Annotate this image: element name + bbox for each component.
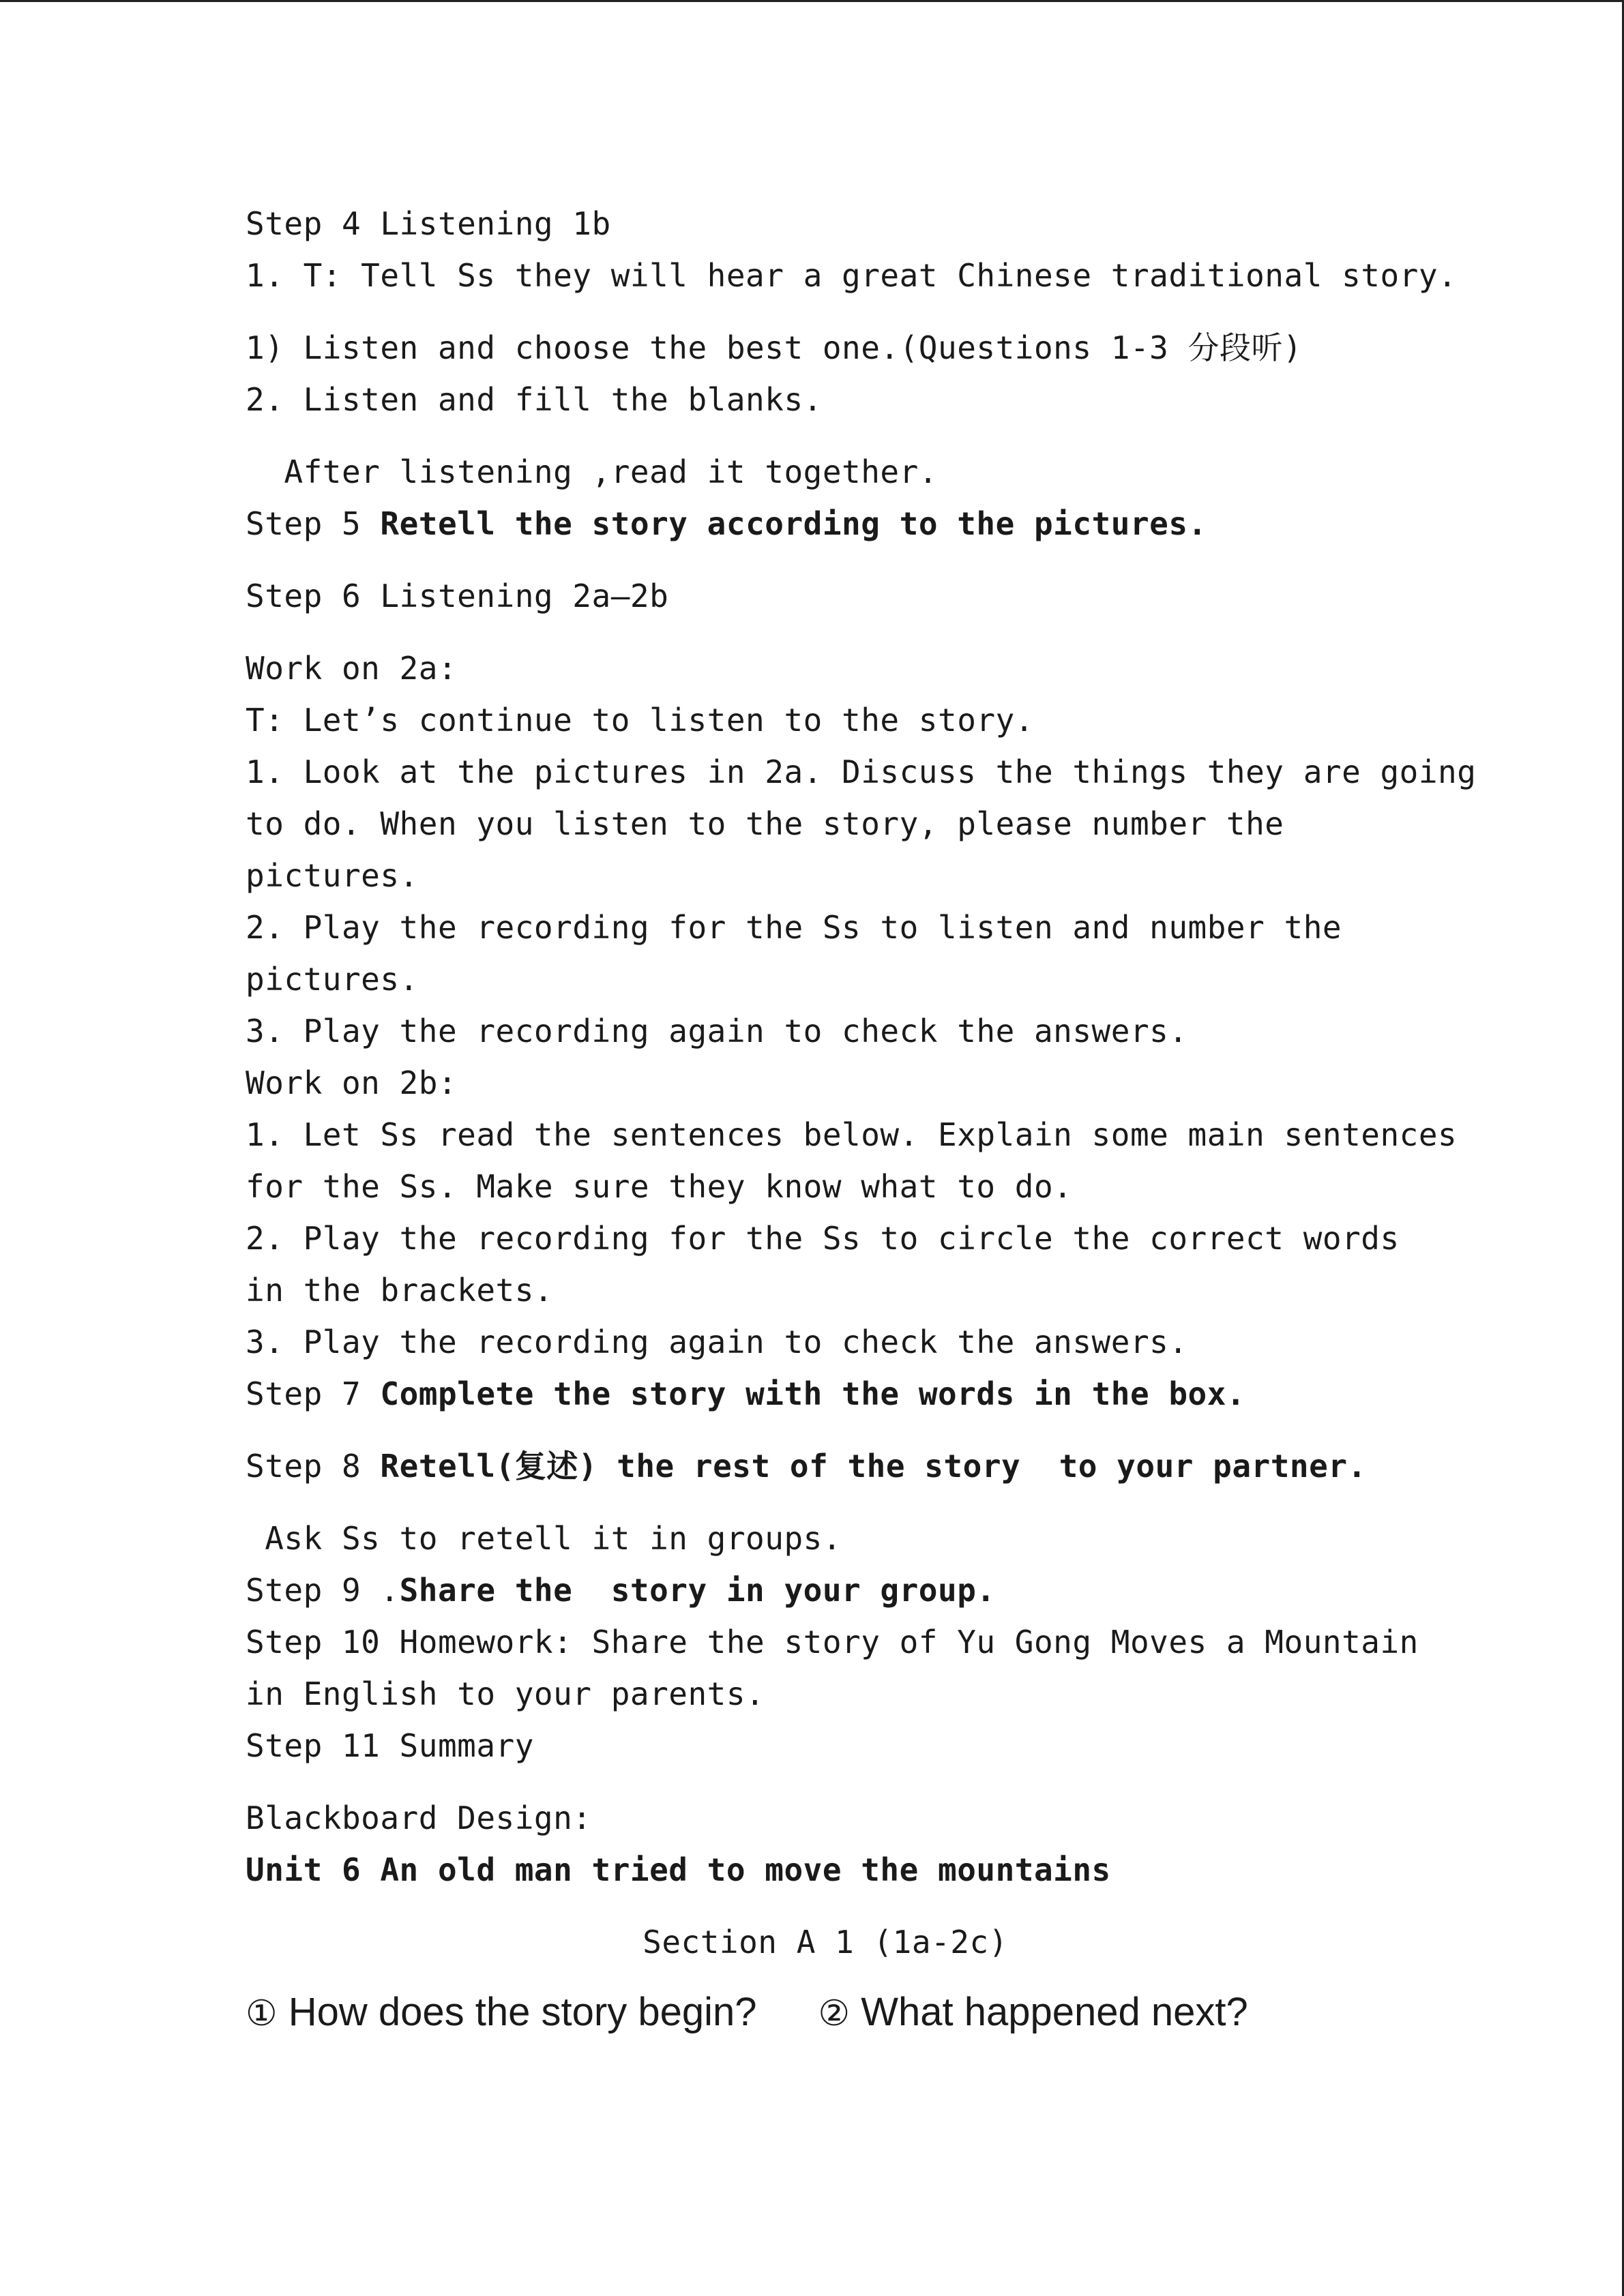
work-on-2a-item-1-line-1: 1. Look at the pictures in 2a. Discuss the things they are going [246, 754, 1477, 790]
unit-title: Unit 6 An old man tried to move the mountains [246, 1851, 1111, 1888]
work-on-2a-item-2-line-1: 2. Play the recording for the Ss to listen and number the [246, 909, 1342, 946]
question-1-text: How does the story begin? [288, 1990, 757, 2034]
work-on-2a-heading: Work on 2a: [246, 650, 458, 687]
step-6-heading: Step 6 Listening 2a—2b [246, 578, 669, 614]
step-9-line [246, 1564, 1405, 1616]
work-on-2a-item-3: 3. Play the recording again to check the answers. [246, 1013, 1188, 1049]
step-4-after-listening: After listening ,read it together. [246, 453, 938, 490]
work-on-2b-item-3: 3. Play the recording again to check the answers. [246, 1324, 1188, 1360]
work-on-2a-item-2-line-2: pictures. [246, 961, 419, 998]
step-7-task: Complete the story with the words in the box. [380, 1375, 1246, 1412]
work-on-2b-item-2-line-2: in the brackets. [246, 1272, 554, 1309]
question-2-text: What happened next? [861, 1990, 1248, 2034]
question-1-number: ① [246, 1994, 278, 2033]
blackboard-design-heading: Blackboard Design: [246, 1800, 592, 1836]
step-8-line [246, 1440, 1405, 1492]
work-on-2b-item-1-line-2: for the Ss. Make sure they know what to do. [246, 1168, 1073, 1205]
section-title: Section A 1 (1a-2c) [643, 1924, 1008, 1960]
work-on-2b-item-2-line-1: 2. Play the recording for the Ss to circle the correct words [246, 1220, 1400, 1257]
step-4-item-2: 2. Listen and fill the blanks. [246, 381, 823, 418]
step-10-line-2: in English to your parents. [246, 1675, 765, 1712]
question-2-number: ② [818, 1994, 851, 2033]
work-on-2a-intro: T: Let’s continue to listen to the story. [246, 702, 1034, 739]
step-4-subitem-1: 1) Listen and choose the best one.(Questions 1-3 分段听) [246, 329, 1303, 366]
step-10-line-1: Step 10 Homework: Share the story of Yu Gong Moves a Mountain [246, 1624, 1419, 1660]
work-on-2a-item-1-line-2: to do. When you listen to the story, please number the [246, 805, 1284, 842]
work-on-2a-item-1-line-3: pictures. [246, 857, 419, 894]
step-11-heading: Step 11 Summary [246, 1727, 534, 1764]
step-9-task: Share the story in your group. [399, 1572, 996, 1609]
step-5-label: Step 5 [246, 505, 381, 542]
page-top-border [0, 0, 1624, 2]
blackboard-questions [246, 1982, 1405, 2044]
step-8-detail: Ask Ss to retell it in groups. [246, 1520, 842, 1557]
step-7-label: Step 7 [246, 1375, 381, 1412]
step-7-line [246, 1368, 1405, 1420]
step-9-label: Step 9 . [246, 1572, 400, 1609]
step-4-item-1: 1. T: Tell Ss they will hear a great Chinese traditional story. [246, 257, 1458, 294]
step-5-task: Retell the story according to the pictures. [380, 505, 1207, 542]
step-4-heading: Step 4 Listening 1b [246, 205, 611, 242]
step-8-label: Step 8 [246, 1448, 381, 1485]
step-5-line [246, 498, 1405, 550]
work-on-2b-item-1-line-1: 1. Let Ss read the sentences below. Explain some main sentences [246, 1116, 1458, 1153]
document-body [246, 198, 1477, 2044]
step-8-task: Retell(复述) the rest of the story to your partner. [380, 1448, 1367, 1485]
work-on-2b-heading: Work on 2b: [246, 1064, 458, 1101]
